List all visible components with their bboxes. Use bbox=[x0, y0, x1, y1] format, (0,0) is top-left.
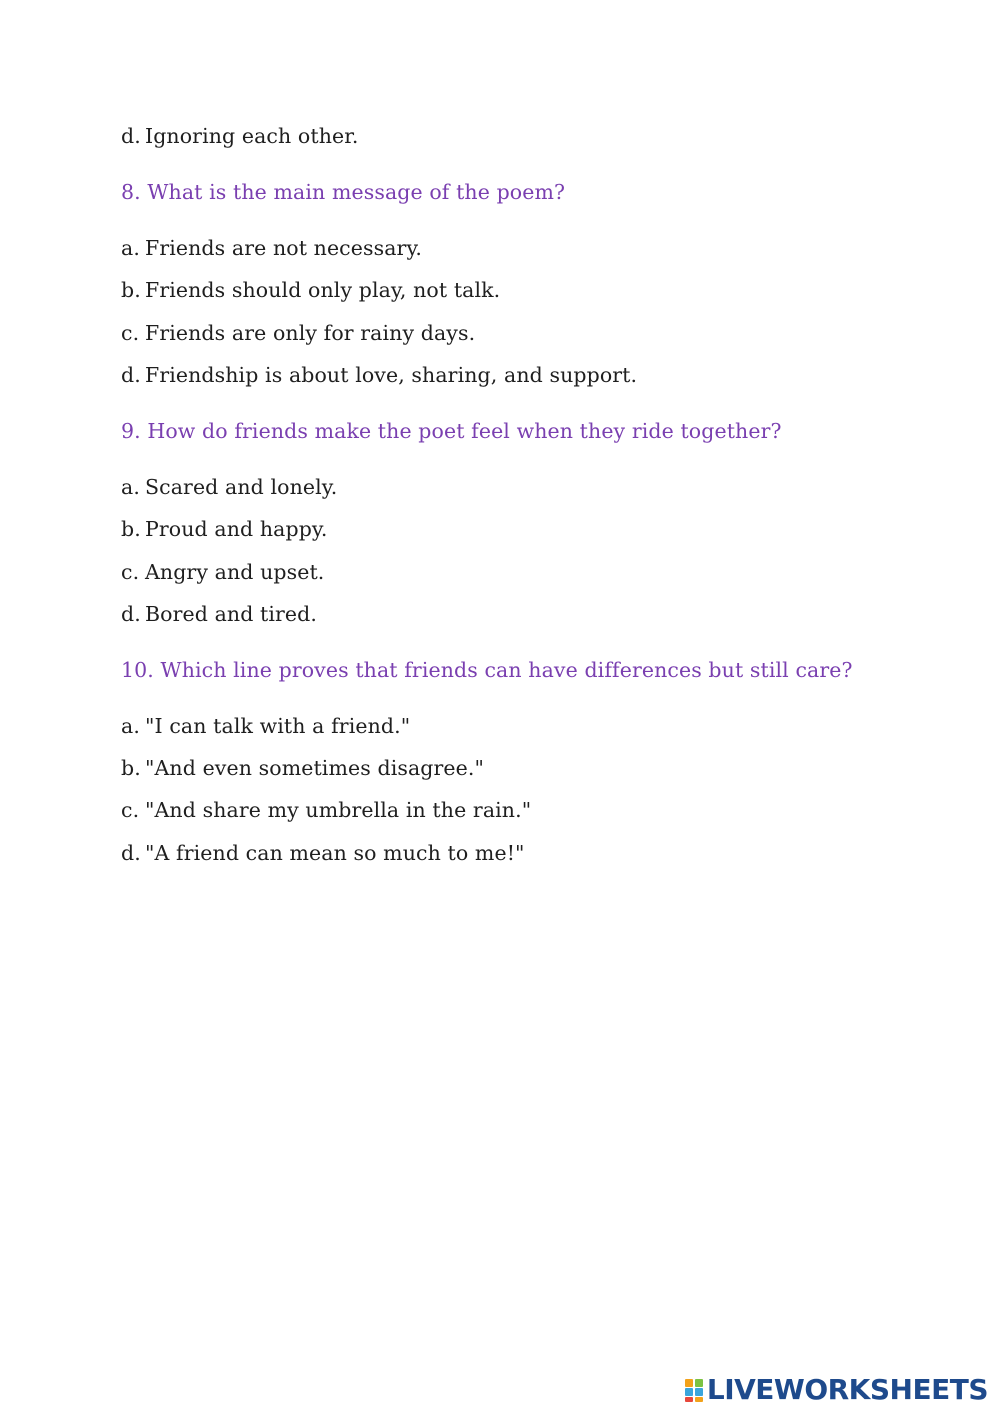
option-text: Friendship is about love, sharing, and support. bbox=[145, 363, 638, 387]
question-9-option-a bbox=[121, 474, 337, 500]
question-10-option-a bbox=[121, 713, 410, 739]
option-letter: d. bbox=[121, 841, 141, 865]
option-text: Friends are only for rainy days. bbox=[145, 321, 476, 345]
question-8-option-c bbox=[121, 320, 475, 346]
option-letter: d. bbox=[121, 602, 141, 626]
option-letter: a. bbox=[121, 714, 140, 738]
option-letter: b. bbox=[121, 278, 141, 302]
question-10-option-b bbox=[121, 755, 484, 781]
question-10-title: 10. Which line proves that friends can have differences but still care? bbox=[121, 658, 853, 682]
option-text: Ignoring each other. bbox=[145, 124, 359, 148]
question-9-title: 9. How do friends make the poet feel when they ride together? bbox=[121, 419, 782, 443]
option-letter: d. bbox=[121, 363, 141, 387]
option-text: Friends should only play, not talk. bbox=[145, 278, 501, 302]
option-text: Angry and upset. bbox=[145, 560, 325, 584]
option-previous-d bbox=[121, 123, 359, 149]
option-text: "And share my umbrella in the rain." bbox=[145, 798, 532, 822]
question-9-option-c bbox=[121, 559, 324, 585]
option-text: "And even sometimes disagree." bbox=[145, 756, 485, 780]
question-8-title: 8. What is the main message of the poem? bbox=[121, 180, 566, 204]
option-letter: c. bbox=[121, 560, 140, 584]
option-letter: a. bbox=[121, 475, 140, 499]
liveworksheets-logo bbox=[685, 1374, 988, 1406]
option-letter: b. bbox=[121, 756, 141, 780]
option-text: "A friend can mean so much to me!" bbox=[145, 841, 525, 865]
question-10-option-c bbox=[121, 797, 531, 823]
option-text: Bored and tired. bbox=[145, 602, 318, 626]
option-text: Friends are not necessary. bbox=[145, 236, 423, 260]
option-text: "I can talk with a friend." bbox=[145, 714, 411, 738]
option-letter: b. bbox=[121, 517, 141, 541]
option-letter: c. bbox=[121, 321, 140, 345]
option-text: Proud and happy. bbox=[145, 517, 328, 541]
question-10-option-d bbox=[121, 840, 525, 866]
logo-text: LIVEWORKSHEETS bbox=[706, 1373, 988, 1406]
option-letter: a. bbox=[121, 236, 140, 260]
liveworksheets-blocks-icon bbox=[685, 1377, 705, 1403]
option-letter: c. bbox=[121, 798, 140, 822]
question-9-option-b bbox=[121, 516, 328, 542]
question-8-option-b bbox=[121, 277, 500, 303]
option-letter: d. bbox=[121, 124, 141, 148]
question-8-option-d bbox=[121, 362, 637, 388]
option-text: Scared and lonely. bbox=[145, 475, 338, 499]
question-9-option-d bbox=[121, 601, 317, 627]
question-8-option-a bbox=[121, 235, 422, 261]
